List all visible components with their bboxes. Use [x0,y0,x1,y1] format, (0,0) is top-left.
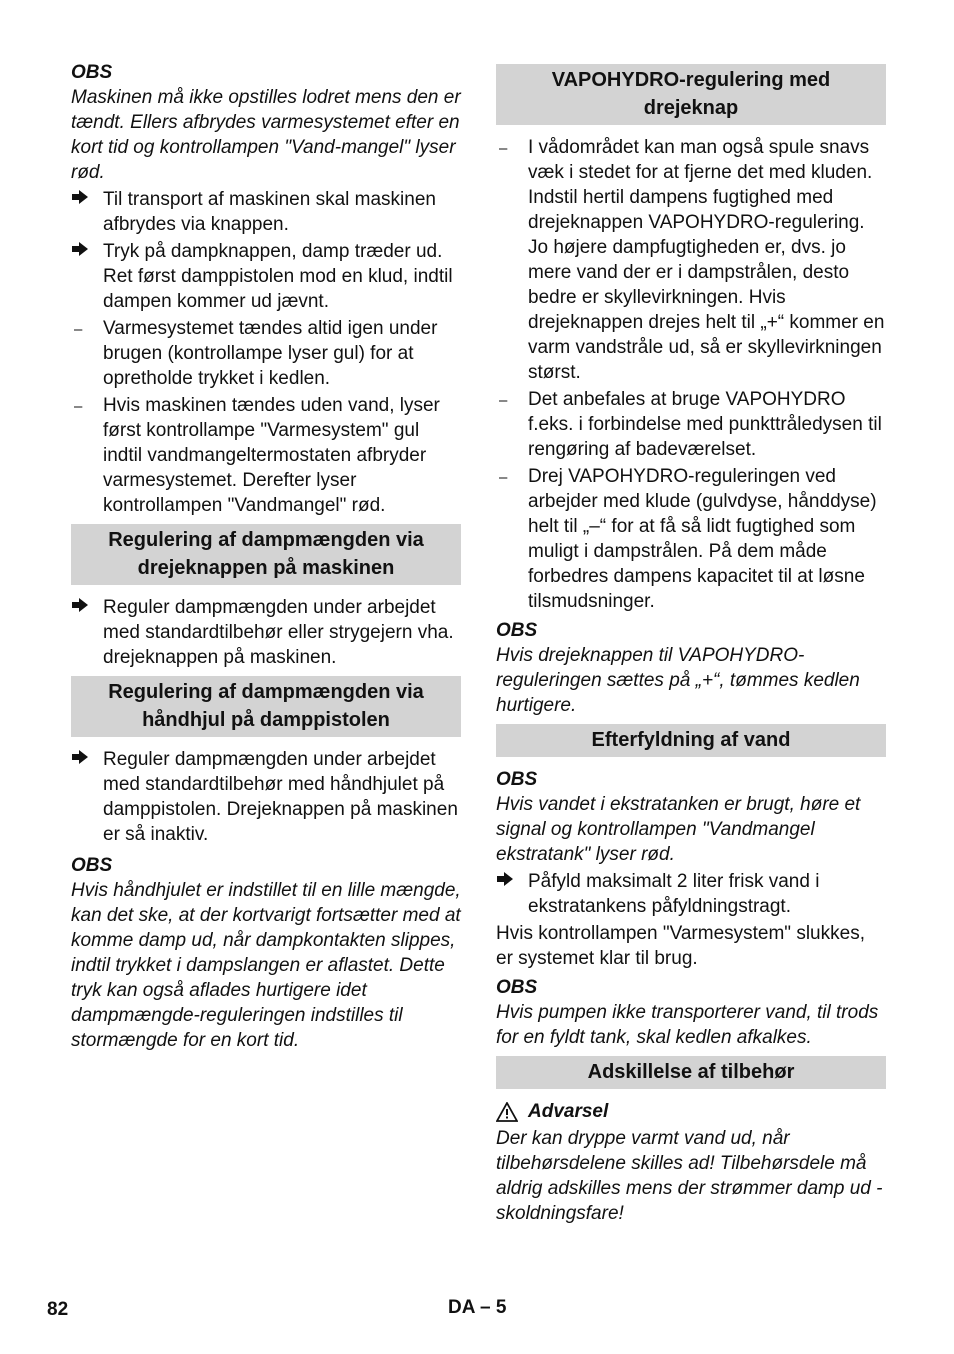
obs-note: Maskinen må ikke opstilles lodret mens den er tændt. Ellers afbrydes varmesystemet efter en kort tid og kontrollampen "Vand-mangel" lyser rød. [71,87,461,183]
section-heading: Regulering af dampmængden via drejeknappen på maskinen [71,524,461,585]
obs-note: Hvis pumpen ikke transporterer vand, til trods for en fyldt tank, skal kedlen afkalkes. [496,1002,879,1048]
page-label: DA – 5 [448,1297,507,1318]
section-heading: VAPOHYDRO-regulering med drejeknap [496,64,886,125]
arrow-right-icon [71,595,99,620]
obs-label: OBS [496,620,538,641]
obs-label: OBS [496,769,538,790]
obs-label: OBS [71,855,113,876]
dash-bullet-icon: – [74,398,83,415]
paragraph: Hvis kontrollampen "Varmesystem" slukkes, er systemet klar til brug. [496,923,865,969]
arrow-list-item: Reguler dampmængden under arbejdet med standardtilbehør med håndhjulet på damppistolen. Drejeknappen på maskinen er så inaktiv. [71,747,461,847]
dash-list-item: – I vådområdet kan man også spule snavs væk i stedet for at fjerne det med kluden. Indstil hertil dampens fugtighed med drejeknappen VAPOHYDRO-regulering. Jo højere dampfugtigheden er, dvs. jo mere vand der er i dampstrålen, desto bedre er skyllevirkningen. Hvis drejeknappen drejes helt til „+“ kommer en varm vandstråle ud, så er skyllevirkningen størst. [499,137,885,383]
arrow-list-item: Til transport af maskinen skal maskinen afbrydes via knappen. [71,187,461,237]
section-heading: Regulering af dampmængden via håndhjul på damppistolen [71,676,461,737]
left-column [71,60,461,1055]
arrow-right-icon [71,187,99,212]
dash-list-item: – Hvis maskinen tændes uden vand, lyser først kontrollampe "Varmesystem" gul indtil vandmangeltermostaten afbryder varmesystemet. Derefter lyser kontrollampen "Vandmangel" rød. [74,395,440,516]
obs-note: Hvis vandet i ekstratanken er brugt, høre et signal og kontrollampen "Vandmangel ekstratank" lyser rød. [496,794,861,865]
obs-note: Hvis drejeknappen til VAPOHYDRO-reguleringen sættes på „+“, tømmes kedlen hurtigere. [496,645,860,716]
dash-bullet-icon: – [74,321,83,338]
warning-triangle-icon [496,1102,518,1122]
section-heading: Adskillelse af tilbehør [496,1056,886,1089]
dash-bullet-icon: – [499,469,508,486]
arrow-right-icon [71,747,99,772]
right-column [496,60,886,1228]
arrow-list-item: Tryk på dampknappen, damp træder ud. Ret først damppistolen mod en klud, indtil dampen kommer ud jævnt. [71,239,461,314]
arrow-list-item: Reguler dampmængden under arbejdet med standardtilbehør eller strygejern vha. drejeknappen på maskinen. [71,595,461,670]
dash-bullet-icon: – [499,392,508,409]
section-heading: Efterfyldning af vand [496,724,886,757]
arrow-list-item: Påfyld maksimalt 2 liter frisk vand i ekstratankens påfyldningstragt. [496,869,886,919]
warning-label: Advarsel [496,1099,886,1124]
dash-bullet-icon: – [499,140,508,157]
dash-list-item: – Varmesystemet tændes altid igen under brugen (kontrollampe lyser gul) for at opretholde trykket i kedlen. [74,318,438,389]
dash-list-item: – Drej VAPOHYDRO-reguleringen ved arbejder med klude (gulvdyse, hånddyse) helt til „–“ for at få så lidt fugtighed som muligt i dampstrålen. På dem måde forbedres dampens kapacitet til at løsne tilsmudsninger. [499,466,877,612]
obs-label: OBS [71,62,113,83]
obs-note: Hvis håndhjulet er indstillet til en lille mængde, kan det ske, at der kortvarigt fortsætter med at komme damp ud, når dampkontakten slippes, indtil trykket i dampslangen er aflastet. Dette tryk kan også aflades hurtigere idet dampmængde-reguleringen indstilles til stormængde for en kort tid. [71,880,461,1051]
dash-list-item: – Det anbefales at bruge VAPOHYDRO f.eks. i forbindelse med punkttråledysen til rengøring af badeværelset. [499,389,882,460]
obs-label: OBS [496,977,538,998]
warning-text: Der kan dryppe varmt vand ud, når tilbehørsdelene skilles ad! Tilbehørsdele må aldrig adskilles mens der strømmer damp ud - skoldningsfare! [496,1128,883,1224]
arrow-right-icon [71,239,99,264]
page-number: 82 [47,1299,69,1320]
arrow-right-icon [496,869,524,894]
